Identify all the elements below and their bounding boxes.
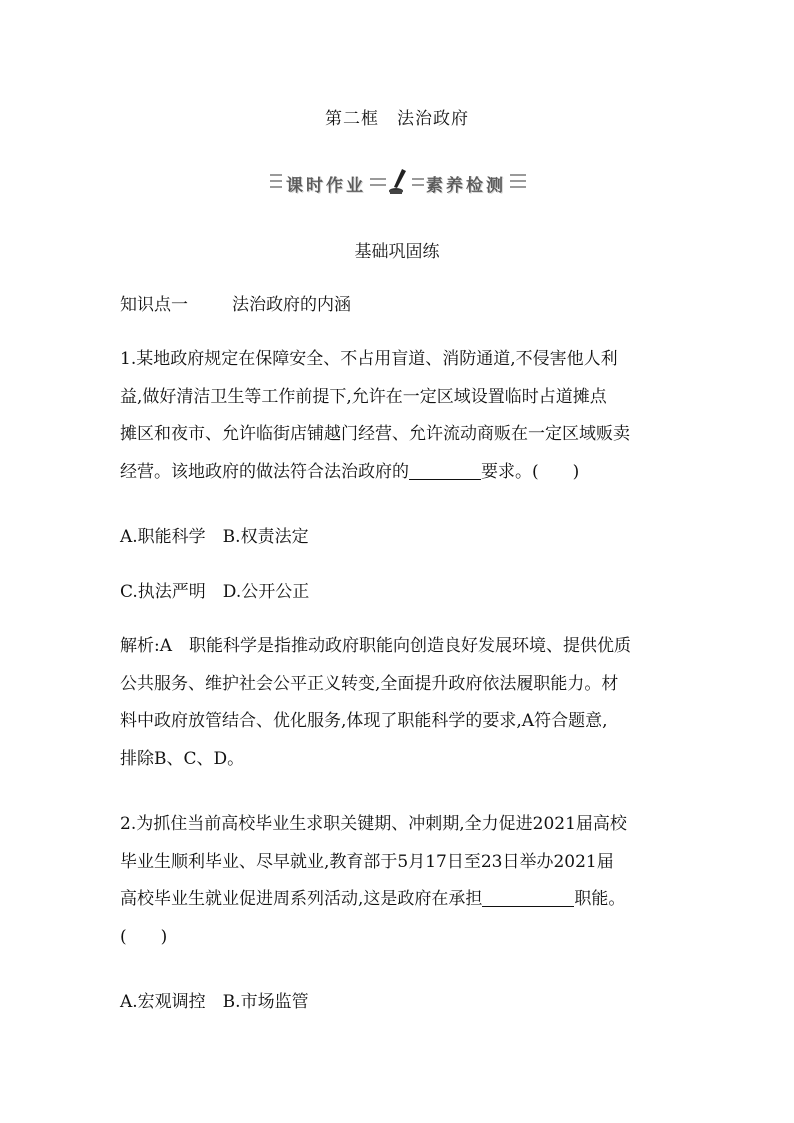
analysis-line: 排除B、C、D。 — [120, 748, 245, 769]
question-1-line: 1.某地政府规定在保障安全、不占用盲道、消防通道,不侵害他人利 — [120, 349, 618, 369]
question-2-stem-end: 高校毕业生就业促进周系列活动,这是政府在承担 — [120, 889, 483, 910]
banner-divider — [270, 174, 282, 176]
banner-divider — [510, 186, 526, 188]
question-2-stem-tail: 职能。 — [574, 889, 626, 910]
banner-right-text: 素养检测 — [426, 176, 506, 196]
analysis-line: 料中政府放管结合、优化服务,体现了职能科学的要求,A符合题意, — [120, 711, 608, 732]
question-2-options-ab: A.宏观调控 B.市场监管 — [120, 992, 309, 1012]
banner-divider — [270, 186, 282, 188]
banner-divider — [370, 178, 386, 180]
question-1-analysis — [120, 628, 680, 778]
question-1 — [120, 341, 680, 491]
knowledge-point-label: 知识点一 — [120, 295, 188, 315]
banner-divider — [370, 184, 386, 186]
banner-divider — [412, 184, 424, 186]
answer-blank — [482, 888, 574, 907]
question-1-options-ab: A.职能科学 B.权责法定 — [120, 527, 309, 547]
quill-pen-icon — [388, 168, 410, 196]
knowledge-point-text: 法治政府的内涵 — [232, 295, 351, 315]
question-2 — [120, 806, 680, 956]
analysis-line: 公共服务、维护社会公平正义转变,全面提升政府依法履职能力。材 — [120, 673, 619, 694]
analysis-line: 解析:A 职能科学是指推动政府职能向创造良好发展环境、提供优质 — [120, 636, 632, 656]
question-1-line: 摊区和夜市、允许临街店铺越门经营、允许流动商贩在一定区域贩卖 — [120, 424, 630, 445]
page-title: 第二框 法治政府 — [325, 109, 469, 129]
banner-divider — [510, 174, 526, 176]
section-heading: 基础巩固练 — [354, 242, 440, 262]
question-2-answer-paren: ( ) — [120, 926, 168, 947]
question-1-answer-paren: 要求。( ) — [481, 461, 580, 482]
banner-divider — [412, 178, 424, 180]
question-2-line — [120, 881, 680, 919]
question-1-options-cd: C.执法严明 D.公开公正 — [120, 582, 310, 602]
banner-divider — [510, 180, 526, 182]
question-1-line: 益,做好清洁卫生等工作前提下,允许在一定区域设置临时占道摊点 — [120, 386, 607, 407]
question-1-stem-end: 经营。该地政府的做法符合法治政府的 — [120, 461, 409, 482]
knowledge-point-heading — [120, 287, 680, 325]
question-1-line — [120, 454, 680, 492]
answer-blank — [409, 461, 481, 480]
question-2-line: 毕业生顺利毕业、尽早就业,教育部于5月17日至23日举办2021届 — [120, 851, 614, 872]
lesson-banner — [270, 168, 526, 198]
question-2-line: 2.为抓住当前高校毕业生求职关键期、冲刺期,全力促进2021届高校 — [120, 814, 627, 834]
banner-divider — [270, 180, 282, 182]
banner-left-text: 课时作业 — [286, 176, 366, 196]
